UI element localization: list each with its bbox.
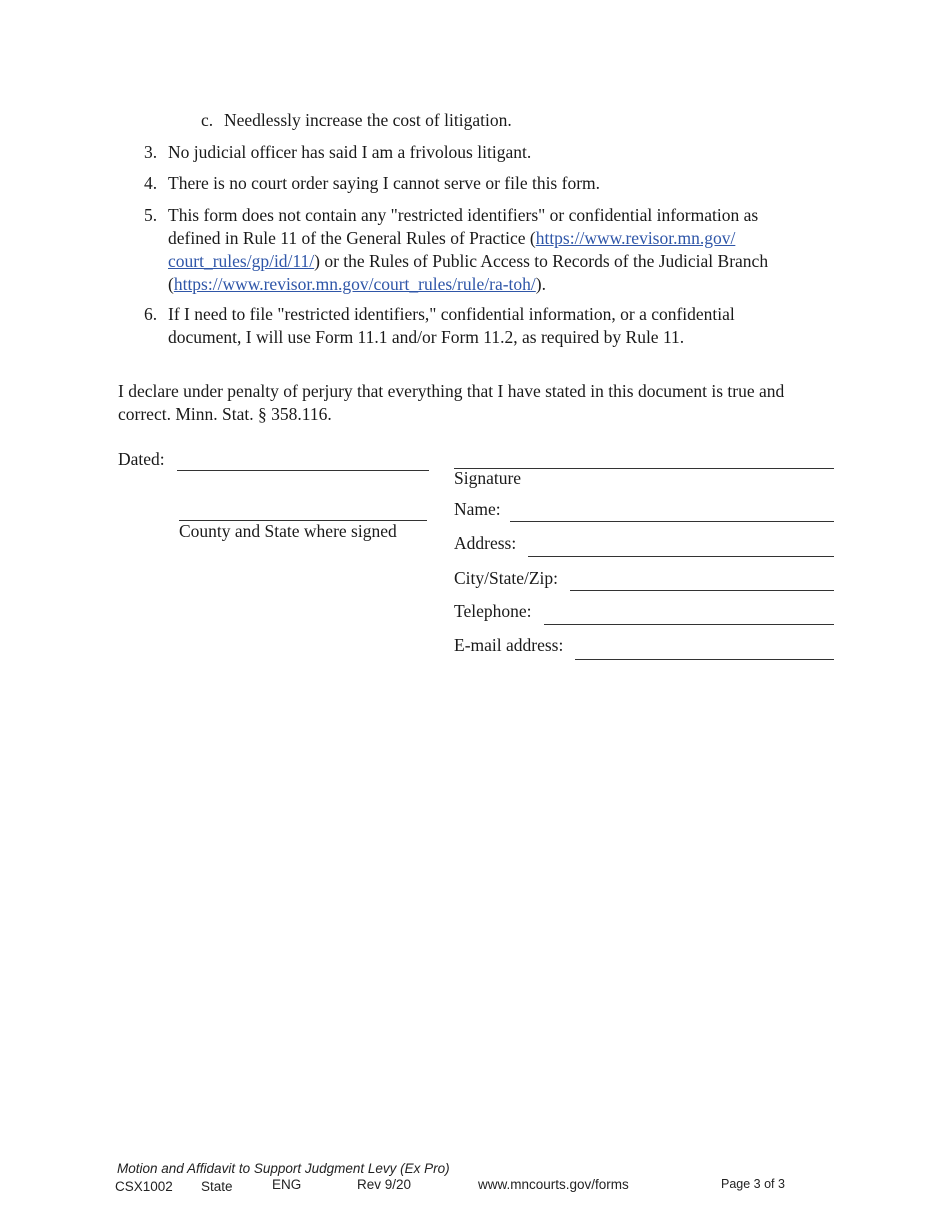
item-c-marker: c. [201, 110, 214, 130]
item-5-line-2 [168, 227, 768, 250]
name-field[interactable] [510, 521, 834, 522]
item-5-text [168, 204, 768, 296]
signature-label: Signature [454, 468, 522, 488]
address-field[interactable] [528, 556, 834, 557]
telephone-field[interactable] [544, 624, 834, 625]
item-3-number: 3. [144, 142, 158, 162]
footer-jurisdiction: State [201, 1179, 233, 1194]
item-4-text: There is no court order saying I cannot serve or file this form. [168, 173, 601, 193]
county-state-label: County and State where signed [179, 521, 397, 541]
footer-page-number: Page 3 of 3 [721, 1177, 785, 1191]
rule-11-link-part-1[interactable]: https://www.revisor.mn.gov/ [535, 228, 736, 248]
email-field[interactable] [575, 659, 834, 660]
item-5-number: 5. [144, 205, 158, 225]
item-5-line-2-text: defined in Rule 11 of the General Rules of Practice ( [168, 228, 536, 248]
item-5-line-4 [168, 273, 768, 296]
item-6-number: 6. [144, 304, 158, 324]
footer-revision: Rev 9/20 [357, 1177, 412, 1192]
item-6-line-1: If I need to file "restricted identifiers," confidential information, or a confidential [168, 304, 735, 324]
telephone-label: Telephone: [454, 601, 532, 621]
city-state-zip-label: City/State/Zip: [454, 568, 559, 588]
item-6-text [168, 303, 735, 349]
item-5-line-3 [168, 250, 768, 273]
footer-website: www.mncourts.gov/forms [478, 1177, 629, 1192]
name-label: Name: [454, 499, 501, 519]
item-4-number: 4. [144, 173, 158, 193]
item-3-text: No judicial officer has said I am a frivolous litigant. [168, 142, 532, 162]
footer-language: ENG [272, 1177, 302, 1192]
address-label: Address: [454, 533, 517, 553]
item-5-line-1: This form does not contain any "restricted identifiers" or confidential information as [168, 205, 759, 225]
email-label: E-mail address: [454, 635, 564, 655]
dated-label: Dated: [118, 449, 165, 469]
public-access-rules-link[interactable]: https://www.revisor.mn.gov/court_rules/rule/ra-toh/ [173, 274, 536, 294]
declaration-line-2: correct. Minn. Stat. § 358.116. [118, 404, 332, 424]
city-state-zip-field[interactable] [570, 590, 834, 591]
item-5-close-paren: ). [535, 274, 546, 294]
footer-form-code: CSX1002 [115, 1179, 173, 1194]
perjury-declaration [118, 380, 784, 426]
declaration-line-1: I declare under penalty of perjury that everything that I have stated in this document is true and [118, 381, 785, 401]
item-6-line-2: document, I will use Form 11.1 and/or Form 11.2, as required by Rule 11. [168, 327, 685, 347]
footer-form-title: Motion and Affidavit to Support Judgment Levy (Ex Pro) [117, 1161, 450, 1176]
item-5-open-paren: ( [168, 274, 174, 294]
item-5-line-3-text: ) or the Rules of Public Access to Records of the Judicial Branch [314, 251, 769, 271]
item-c-text: Needlessly increase the cost of litigation. [224, 110, 512, 130]
rule-11-link-part-2[interactable]: court_rules/gp/id/11/ [168, 251, 315, 271]
dated-field[interactable] [177, 470, 429, 471]
